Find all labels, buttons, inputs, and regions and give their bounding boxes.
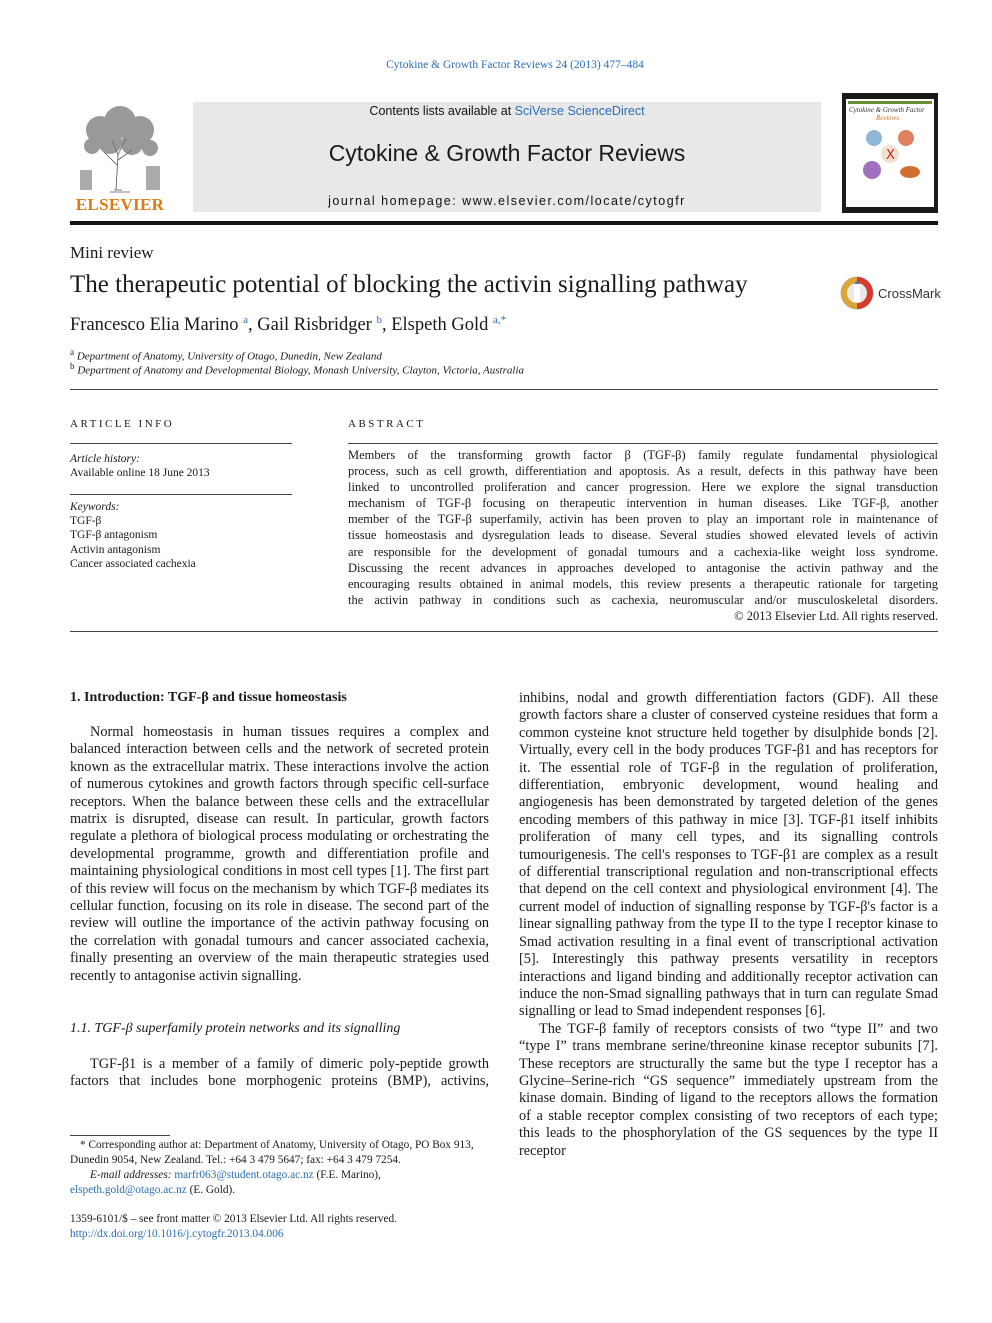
affiliation [70,361,524,377]
front-matter [70,1212,397,1242]
body-paragraph [70,724,489,985]
abstract-line: Discussing the recent advances in approaches developed to antagonise the activin pathway and the [348,560,938,575]
affiliation-marker: a [70,347,75,357]
email-owner: (F.E. Marino), [316,1169,381,1181]
cover-title: Cytokine & Growth Factor [849,106,925,114]
keyword: TGF-β antagonism [70,529,158,541]
front-matter-text: 1359-6101/$ – see front matter © 2013 Elsevier Ltd. All rights reserved. [70,1213,398,1225]
body-paragraph [70,1056,489,1091]
paragraph-text: inhibins, nodal and growth differentiation factors (GDF). All these growth factors share a cluster of conserved cysteine residues that form a common cysteine knot structure held together by disulphide bonds [2]. Virtually, every cell in the body produces TGF-β1 and has receptors for it. The essential role of TGF-β in the regulation of proliferation, differentiation, embryonic development, wound healing and angiogenesis has been demonstrated by targeted deletion of the genes encoding members of this pathway in mice [3]. TGF-β1 itself inhibits proliferation of many cell types, and its signalling controls tumourigenesis. The cell's responses to TGF-β1 are complex as a result of differential transcriptional regulation and non-transcriptional effects that depend on the cell context and physiological environment [4]. The current model of induction of signalling response by TGF-β's factor is a linear signalling pathway from the type II to the type I receptor kinase to Smad activation resulting in a final event of transcriptional activation [5]. Interestingly this pathway presents versatility in receptors interactions and ligand binding and additionally receptor activation can induce the non-Smad signalling pathways that in turn can regulate Smad signalling or lead to Smad independent responses [6]. [519,690,938,1020]
journal-title: Cytokine & Growth Factor Reviews [328,140,686,166]
keyword: Cancer associated cachexia [70,558,196,570]
author-list [70,314,506,336]
abstract-line: encouraging results obtained in animal models, this review presents a therapeutic rationale for targeting [348,576,938,591]
author-separator: , [381,315,392,336]
paragraph-text: TGF-β1 is a member of a family of dimeric poly-peptide growth factors that includes bone morphogenic proteins (BMP), activins, [70,1056,489,1090]
abstract-line: the activin pathway in conditions such as cachexia, neuromuscular and/or musculoskeletal disorders. [348,592,938,607]
author-name[interactable]: Francesco Elia Marino [70,315,239,336]
author-separator: , [248,315,258,336]
abstract-heading: ABSTRACT [348,418,426,430]
email-label: E-mail addresses: [90,1169,172,1181]
affiliation-text: Department of Anatomy, University of Otago, Dunedin, New Zealand [76,350,382,363]
author-affiliation-marker[interactable]: b [376,314,382,326]
sciencedirect-link[interactable]: SciVerse ScienceDirect [514,104,645,118]
elsevier-tree-icon [70,100,170,195]
divider [70,443,292,444]
doi-link[interactable]: http://dx.doi.org/10.1016/j.cytogfr.2013.04.006 [70,1228,284,1240]
journal-cover [842,93,938,213]
author-affiliation-marker[interactable]: a,* [492,314,507,326]
journal-reference[interactable]: Cytokine & Growth Factor Reviews 24 (2013) 477–484 [386,59,644,71]
abstract-line: linked to uncontrolled proliferation and cancer progression. Here we explore the signal transduction [348,480,938,495]
cover-subtitle: Reviews [876,114,899,122]
abstract-line: are responsible for the development of gonadal tumours and a cachexia-like weight loss syndrome. [348,544,938,559]
divider [70,631,938,632]
keyword: Activin antagonism [70,544,161,556]
body-paragraph [519,690,938,1160]
email-owner: (E. Gold). [189,1184,236,1196]
crossmark-label: CrossMark [878,286,941,301]
article-title: The therapeutic potential of blocking the activin signalling pathway [70,271,748,298]
svg-text:X: X [886,148,895,163]
author-name[interactable]: Gail Risbridger [257,315,372,336]
divider [70,494,292,495]
elsevier-wordmark: ELSEVIER [75,195,165,214]
crossmark-icon [840,276,874,310]
header-rule [70,221,938,225]
contents-line [193,104,821,118]
keyword: TGF-β [70,515,102,527]
article-history-label: Article history: [70,453,140,465]
contents-prefix: Contents lists available at [369,104,515,118]
footnote-rule [70,1135,170,1136]
affiliation-marker: b [70,361,75,371]
abstract-line: tissue homeostasis and dysregulation leads to disease. Several studies showed elevated levels of activin [348,528,938,543]
paragraph-text: Normal homeostasis in human tissues requires a complex and balanced interaction between cells and the network of secreted protein known as the extracellular matrix. These interactions involve the action of numerous cytokines and growth factors through specific cell-surface receptors. When the balance between these cells and the extracellular matrix is disrupted, disease can result. In particular, growth factors regulate a plethora of biological process modulating or orchestrating the developmental programme, growth and differentiation profile and maintaining physiological conditions in most cell types [1]. The first part of this review will focus on the mechanism by which TGF-β mediates its cellular function, focusing on its role in disease. The second part of the review will outline the importance of the activin pathway focusing on the correlation with gonadal tumours and cancer associated cachexia, finally presenting an overview of the main therapeutic strategies used recently to antagonise activin signalling. [70,724,489,984]
paragraph-text: The TGF-β family of receptors consists of two “type II” and two “type I” trans membrane serine/threonine kinase receptor subunits [7]. These receptors are structurally the same but the type I receptor has a Glycine–Serine-rich “GS sequence” immediately upstream from the kinase domain. Binding of ligand to the receptors allows the formation of a stable receptor complex consisting of two receptors of each type; this leads to the phosphorylation of the GS sequences by the type II receptor [519,1020,938,1159]
elsevier-logo [70,100,170,215]
keywords-label: Keywords: [70,501,120,513]
email-link[interactable]: marfr063@student.otago.ac.nz [174,1169,314,1181]
article-type: Mini review [70,243,154,262]
author-affiliation-marker[interactable]: a [243,314,249,326]
abstract-body [348,447,938,624]
article-history-value: Available online 18 June 2013 [70,467,210,479]
crossmark-badge[interactable] [840,276,940,312]
corresponding-author-note: * Corresponding author at: Department of Anatomy, University of Otago, PO Box 913, Dunedin 9054, New Zealand. Tel.: +64 3 479 5647; fax: +64 3 479 7254. [70,1139,474,1166]
abstract-line: member of the TGF-β superfamily, activin has been proven to play an important role in maintenance of [348,512,938,527]
subsection-heading: 1.1. TGF-β superfamily protein networks and its signalling [70,1021,401,1036]
journal-homepage[interactable]: journal homepage: www.elsevier.com/locate/cytogfr [328,194,686,208]
section-heading: 1. Introduction: TGF-β and tissue homeostasis [70,690,347,705]
email-link[interactable]: elspeth.gold@otago.ac.nz [70,1184,187,1196]
author-name[interactable]: Elspeth Gold [391,315,489,336]
cover-illustration-icon [846,122,934,192]
affiliation-text: Department of Anatomy and Developmental Biology, Monash University, Clayton, Victoria, Australia [77,364,524,377]
footnotes [70,1138,489,1198]
abstract-copyright: © 2013 Elsevier Ltd. All rights reserved. [734,608,938,623]
article-info-heading: ARTICLE INFO [70,418,175,430]
divider [70,389,938,390]
abstract-line: mechanism of TGF-β focusing on therapeutic intervention in human diseases. Like TGF-β, another [348,496,938,511]
divider [348,443,938,444]
abstract-line: Members of the transforming growth factor β (TGF-β) family regulate fundamental physiological [348,448,938,462]
abstract-line: process, such as cell growth, differentiation and apoptosis. As a result, defects in this pathway have been [348,464,938,479]
